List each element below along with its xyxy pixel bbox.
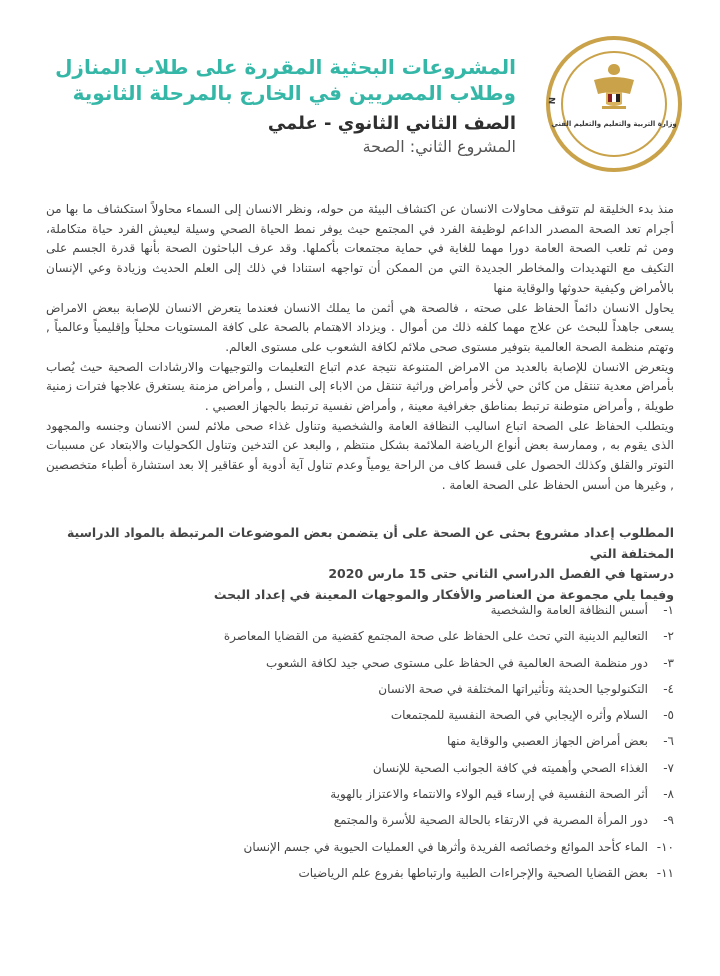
list-item-number: ٨- — [663, 787, 674, 802]
list-item-text: بعض القضايا الصحية والإجراءات الطبية وارتباطها بفروع علم الرياضيات — [298, 865, 648, 880]
header — [0, 34, 720, 174]
list-item — [46, 597, 674, 623]
list-item-text: التكنولوجيا الحديثة وتأثيراتها المختلفة في صحة الانسان — [378, 681, 648, 696]
list-item — [46, 650, 674, 676]
list-item-number: ١- — [663, 603, 674, 617]
intro-paragraph: ويتعرض الانسان للإصابة بالعديد من الامراض المتنوعة نتيجة عدم اتباع التعليمات والتوجيهات والارشادات الصحية حيث يُصاب بأمراض معدية تنتقل من كائن حي لأخر وأمراض وراثية تنتقل من الاباء إلى النسل , وأمراض مزمنة يستغرق علاجها فترات زمنية طويلة , وأمراض متوطنة ترتبط بمناطق جغرافية معينة , وأمراض نفسية ترتبط بالجهاز العصبي . — [46, 359, 674, 414]
list-item-number: ٥- — [663, 708, 674, 723]
list-item — [46, 676, 674, 702]
grade-label: الصف الثاني الثانوي - علمي — [267, 113, 516, 134]
list-item — [46, 860, 674, 886]
intro-paragraph: منذ بدء الخليقة لم تتوقف محاولات الانسان عن اكتشاف البيئة من حوله، ونظر الانسان إلى السماء محاولاً استكشاف ما بها من أجرام تعد الصحة المصدر الداعم لوظيفة الفرد في المجتمع حيث يوفر نمط الحياة الصحي وسيلة ليعيش الفرد حياة متكاملة، ومن ثم تلعب الصحة العامة دورا مهما للغاية في حماية مجتمعات بأكملها. وقد عرف الباحثون الصحة بأنها قدرة الجسم على التكيف مع التهديدات والمخاطر الجديدة التي من الممكن أن تواجهه استنادا في ذلك إلى العلم الحديث وزيادة وعي الإنسان بالأمراض وكيفية حدوثها والوقاية منها — [46, 202, 674, 295]
list-item-number: ١٠- — [656, 839, 674, 854]
page-title-line-2: وطلاب المصريين في الخارج بالمرحلة الثانوية — [72, 81, 516, 105]
list-item-number: ٦- — [663, 734, 674, 749]
page-title-line-1: المشروعات البحثية المقررة على طلاب المنازل — [55, 55, 516, 79]
list-item — [46, 807, 674, 833]
list-item-text: التعاليم الدينية التي تحث على الحفاظ على صحة المجتمع كقضية من القضايا المعاصرة — [223, 629, 648, 644]
logo-outer-text: N — [547, 96, 559, 105]
list-item — [46, 702, 674, 728]
title-block — [55, 54, 516, 158]
requirements-line: درستها في الفصل الدراسي الثاني حتى 15 مارس 2020 — [328, 566, 674, 581]
list-item-number: ٣- — [663, 655, 674, 670]
ministry-seal-icon — [544, 34, 684, 174]
list-item-text: أسس النظافة العامة والشخصية — [490, 603, 648, 617]
list-item — [46, 728, 674, 754]
list-item-text: دور المرأة المصرية في الارتقاء بالحالة الصحية للأسرة والمجتمع — [333, 813, 648, 828]
intro-paragraph: يحاول الانسان دائماً الحفاظ على صحته ، فالصحة هي أثمن ما يملك الانسان فعندما يتعرض الانسان للإصابة ببعض الامراض يسعى جاهداً للبحث عن علاج مهما كلفه ذلك من أموال . ويزداد الاهتمام بالصحة على كافة المستويات محلياً وإقليمياً وعالمياً , وتهتم منظمة الصحة العالمية بتوفير مستوى صحى ملائم لكافة الشعوب على مستوى العالم. — [46, 300, 674, 354]
ministry-logo — [544, 34, 684, 174]
logo-inner-text: وزارة التربية والتعليم والتعليم الفني — [551, 120, 677, 128]
list-item — [46, 781, 674, 807]
list-item-number: ٧- — [663, 760, 674, 775]
intro-paragraph: ويتطلب الحفاظ على الصحة اتباع اساليب النظافة العامة والشخصية وتناول غذاء صحى ملائم لسن الانسان وجنسه والمجهود الذى يقوم به , وممارسة بعض أنواع الرياضة الملائمة بشكل منتظم , والبعد عن التدخين وتناول الكحوليات والابتعاد عن مسببات التوتر والقلق وكذلك الحصول على قسط كاف من الراحة يومياً وعدم تناول آية أدوية أو عقاقير إلا بعد استشارة أطباء متخصصين , وغيرها من أسس الحفاظ على الصحة العامة . — [46, 418, 674, 492]
list-item-text: السلام وأثره الإيجابي في الصحة النفسية للمجتمعات — [390, 708, 648, 723]
list-item-text: الغذاء الصحي وأهميته في كافة الجوانب الصحية للإنسان — [372, 760, 648, 775]
list-item-number: ١١- — [656, 865, 674, 880]
list-item — [46, 834, 674, 860]
requirements-line: المطلوب إعداد مشروع بحثى عن الصحة على أن يتضمن بعض الموضوعات المرتبطة بالمواد الدراسية المختلفة التي — [66, 525, 674, 561]
project-label: المشروع الثاني: الصحة — [362, 137, 516, 156]
list-item-text: دور منظمة الصحة العالمية في الحفاظ على مستوى صحي جيد لكافة الشعوب — [266, 655, 648, 670]
list-item-text: أثر الصحة النفسية في إرساء قيم الولاء والانتماء والاعتزاز بالهوية — [330, 787, 648, 802]
list-item-text: بعض أمراض الجهاز العصبي والوقاية منها — [446, 734, 648, 749]
requirements — [46, 523, 674, 605]
requirements-line: وفيما يلي مجموعة من العناصر والأفكار والموجهات المعينة في إعداد البحث — [213, 586, 674, 602]
topics-list — [46, 597, 674, 886]
intro-text — [46, 200, 674, 496]
list-item — [46, 755, 674, 781]
list-item-number: ٩- — [663, 813, 674, 828]
list-item-number: ٢- — [663, 629, 674, 644]
list-item — [46, 623, 674, 649]
list-item-number: ٤- — [663, 681, 674, 696]
list-item-text: الماء كأحد الموائع وخصائصه الفريدة وأثرها في العمليات الحيوية في جسم الإنسان — [243, 839, 648, 854]
